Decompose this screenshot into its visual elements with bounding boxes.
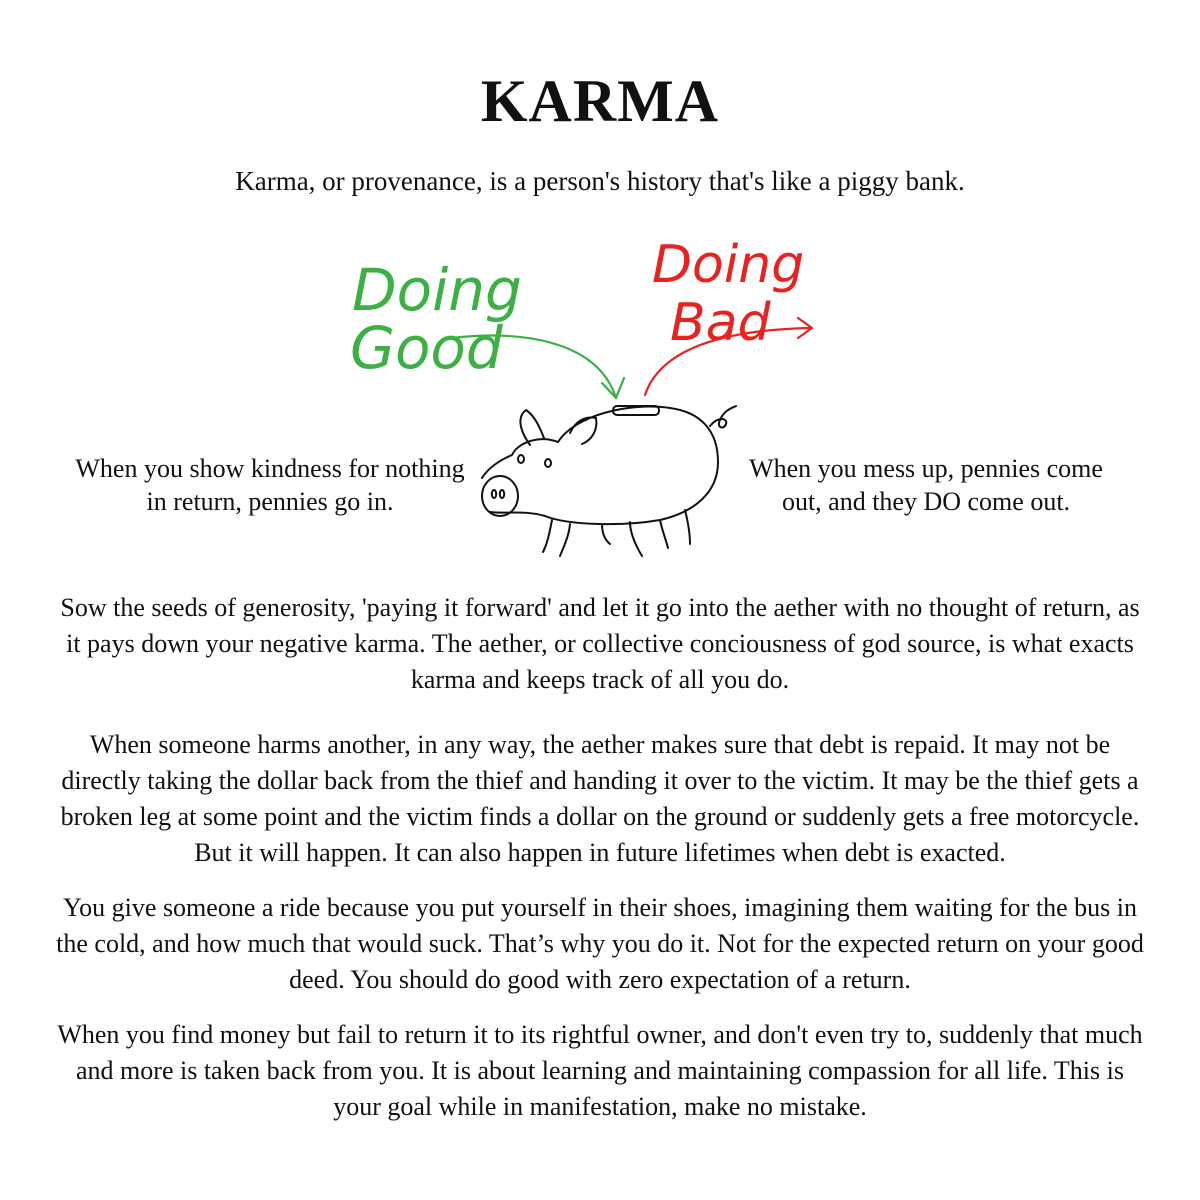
subtitle: Karma, or provenance, is a person's history that's like a piggy bank. (235, 166, 965, 196)
doing-bad-label-line1: Doing (652, 235, 805, 295)
paragraph-money: When you find money but fail to return it to its rightful owner, and don't even try to, suddenly that much and more is taken back from you. It is about learning and maintaining compassion for all life. This is your goal while in manifestation, make no mistake. (57, 1020, 1143, 1121)
right-caption: When you mess up, pennies come out, and they DO come out. (749, 454, 1103, 516)
piggy-bank-diagram (340, 230, 840, 570)
page-title: KARMA (480, 68, 720, 134)
left-caption: When you show kindness for nothing in return, pennies go in. (75, 454, 465, 516)
paragraph-generosity: Sow the seeds of generosity, 'paying it forward' and let it go into the aether with no thought of return, as it pays down your negative karma. The aether, or collective conciousness of god source, is what exacts karma and keeps track of all you do. (60, 593, 1140, 694)
piggy-bank-icon (482, 406, 736, 556)
doing-good-label-line1: Doing (352, 256, 522, 324)
paragraph-ride: You give someone a ride because you put yourself in their shoes, imagining them waiting for the bus in the cold, and how much that would suck. That’s why you do it. Not for the expected return on your good deed. You should do good with zero expectation of a return. (56, 893, 1144, 994)
doing-good-label-line2: Good (350, 314, 503, 382)
doing-bad-label-line2: Bad (670, 293, 771, 353)
paragraph-harm: When someone harms another, in any way, the aether makes sure that debt is repaid. It may not be directly taking the dollar back from the thief and handing it over to the victim. It may be the thief gets a broken leg at some point and the victim finds a dollar on the ground or suddenly gets a free motorcycle. But it will happen. It can also happen in future lifetimes when debt is exacted. (60, 730, 1140, 867)
